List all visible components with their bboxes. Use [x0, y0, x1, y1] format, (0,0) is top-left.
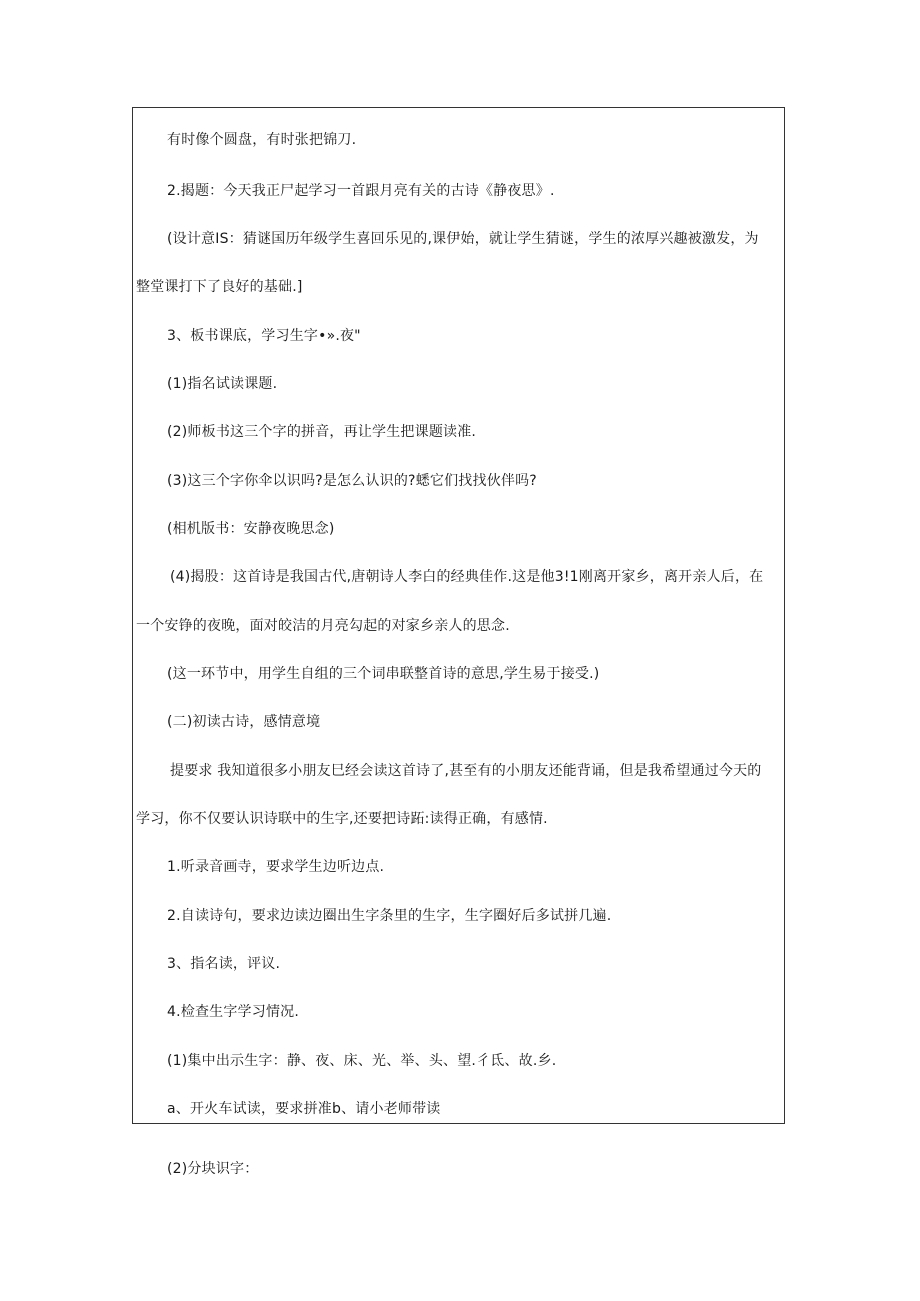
text-line-20: (1)集中出示生字：静、夜、床、光、举、头、望.彳氐、故.乡.	[167, 1053, 557, 1069]
text-line-1: 有时像个圆盘，有时张把锦刀.	[167, 132, 357, 148]
text-line-13: (二)初读古诗，感情意境	[167, 714, 321, 730]
text-line-18: 3、指名读，评议.	[167, 956, 281, 972]
text-line-8: (3)这三个字你伞以识吗?是怎么认识的?蟋它们找找伙伴吗?	[167, 473, 537, 489]
text-line-17: 2.自读诗句，要求边读边圈出生字条里的生字，生字圈好后多试拼几遍.	[167, 908, 612, 924]
text-line-21: a、开火车试读，要求拼准b、请小老师带读	[167, 1101, 441, 1117]
text-line-6: (1)指名试读课题.	[167, 376, 278, 392]
text-line-3: (设计意IS：猜谜国历年级学生喜回乐见的,课伊始，就让学生猜谜，学生的浓厚兴趣被激发，为	[167, 231, 759, 247]
text-line-5: 3、板书课底，学习生字•».夜"	[167, 328, 361, 344]
text-line-19: 4.检查生字学习情况.	[167, 1004, 300, 1020]
text-line-22: (2)分块识字：	[167, 1161, 259, 1177]
text-line-9: (相机版书：安静夜晚思念)	[167, 521, 335, 537]
text-line-14: 提要求 我知道很多小朋友巳经会读这首诗了,甚至有的小朋友还能背诵，但是我希望通过今天的	[170, 763, 762, 779]
text-line-16: 1.听录音画寺，要求学生边听边点.	[167, 859, 385, 875]
text-line-7: (2)师板书这三个字的拼音，再让学生把课题读准.	[167, 424, 477, 440]
text-line-4: 整堂课打下了良好的基础.]	[136, 279, 303, 295]
text-line-10: (4)揭股：这首诗是我国古代,唐朝诗人李白的经典佳作.这是他3!1刚离开家乡，离开亲人后，在	[170, 569, 764, 585]
text-line-11: 一个安铮的夜晚，面对皎洁的月亮勾起的对家乡亲人的思念.	[136, 618, 510, 634]
text-line-2: 2.揭题：今天我正尸起学习一首跟月亮有关的古诗《静夜思》.	[167, 183, 555, 199]
text-line-15: 学习，你不仅要认识诗联中的生字,还要把诗跖:读得正确，有感情.	[136, 811, 548, 827]
text-line-12: (这一环节中，用学生自组的三个词串联整首诗的意思,学生易于接受.)	[167, 666, 600, 682]
